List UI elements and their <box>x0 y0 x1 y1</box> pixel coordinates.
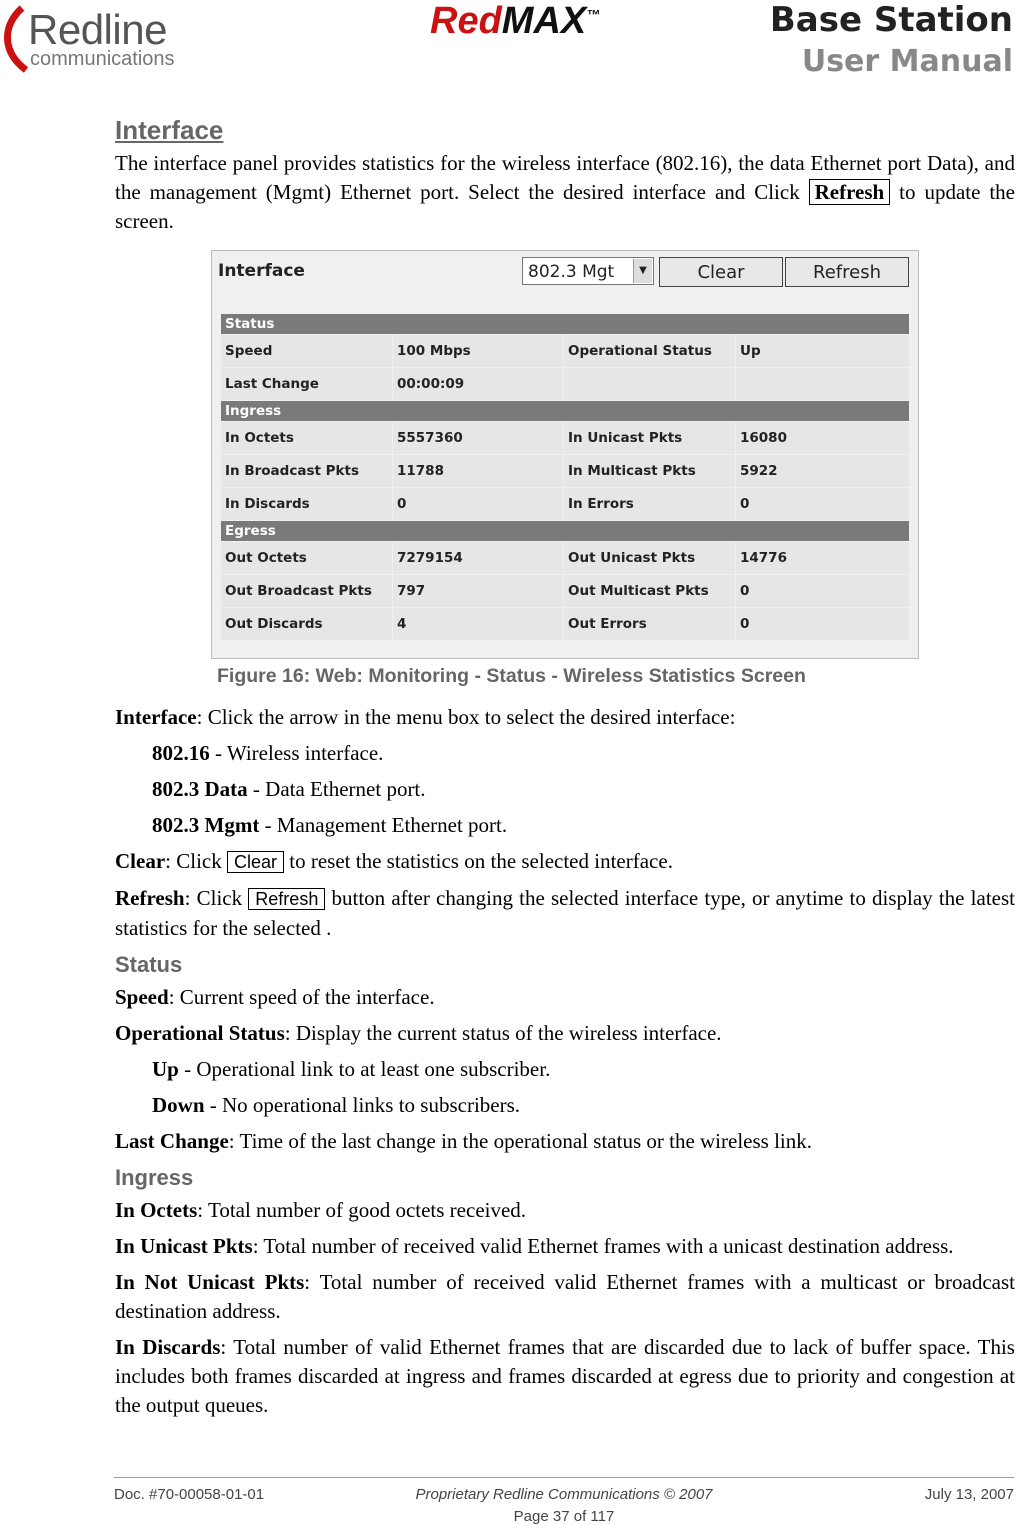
stat-label: Out Discards <box>221 608 393 641</box>
description: : Total number of received valid Ethernet frames with a multicast or broadcast destination address. <box>115 1270 1015 1323</box>
stat-label: Out Broadcast Pkts <box>221 575 393 608</box>
stat-label: In Octets <box>221 422 393 455</box>
term: In Unicast Pkts <box>115 1234 253 1258</box>
inoctets-definition <box>115 1196 1015 1225</box>
stat-label: Operational Status <box>564 335 736 368</box>
interface-select-value: 802.3 Mgt <box>528 262 615 282</box>
description: - Management Ethernet port. <box>259 813 508 837</box>
status-heading: Status <box>115 952 183 977</box>
speed-definition <box>115 983 1015 1012</box>
description: button after changing the selected interface type, or anytime to display the latest statistics for the selected . <box>115 886 1015 940</box>
clear-button[interactable]: Clear <box>659 257 783 287</box>
interface-select[interactable] <box>522 257 654 285</box>
description: : Total number of received valid Ethernet frames with a unicast destination address. <box>252 1234 954 1258</box>
up-definition <box>115 1055 1015 1084</box>
stat-value: 7279154 <box>393 542 564 575</box>
term: Interface <box>115 705 197 729</box>
description: : Total number of good octets received. <box>197 1198 527 1222</box>
header-title: Base Station <box>769 0 1013 40</box>
description: : Click the arrow in the menu box to select the desired interface: <box>196 705 736 729</box>
inline-refresh-button: Refresh <box>809 179 891 205</box>
refresh-definition <box>115 884 1015 943</box>
stat-value: Up <box>736 335 910 368</box>
option-8023-mgmt <box>115 811 1015 840</box>
term: Refresh <box>115 886 185 910</box>
table-row <box>221 488 910 521</box>
description: - Operational link to at least one subscriber. <box>178 1057 551 1081</box>
inline-refresh-button: Refresh <box>248 888 325 910</box>
down-definition <box>115 1091 1015 1120</box>
footer-date: July 13, 2007 <box>924 1486 1014 1503</box>
section-label: Ingress <box>221 401 910 422</box>
section-title: Interface <box>115 115 224 145</box>
page-header <box>0 0 1017 88</box>
doc-number: Doc. #70-00058-01-01 <box>114 1486 265 1503</box>
trademark: ™ <box>586 6 601 23</box>
stat-value: 0 <box>736 608 910 641</box>
table-row <box>221 422 910 455</box>
section-row-status <box>221 314 910 335</box>
stat-label: Out Multicast Pkts <box>564 575 736 608</box>
stat-label: In Errors <box>564 488 736 521</box>
description: : Time of the last change in the operational status or the wireless link. <box>228 1129 813 1153</box>
term: Clear <box>115 849 166 873</box>
intro-paragraph <box>115 149 1015 236</box>
table-row <box>221 575 910 608</box>
section-label: Status <box>221 314 910 335</box>
refresh-button[interactable]: Refresh <box>785 257 909 287</box>
lastchange-definition <box>115 1127 1015 1156</box>
stat-value: 797 <box>393 575 564 608</box>
term: In Not Unicast Pkts <box>115 1270 305 1294</box>
stat-label: Speed <box>221 335 393 368</box>
stat-value: 16080 <box>736 422 910 455</box>
page-footer <box>114 1477 1014 1525</box>
term: Up <box>152 1057 179 1081</box>
description: - Wireless interface. <box>209 741 384 765</box>
stat-value: 14776 <box>736 542 910 575</box>
stat-value: 4 <box>393 608 564 641</box>
option-8023-data <box>115 775 1015 804</box>
description: - No operational links to subscribers. <box>204 1093 521 1117</box>
stat-label: In Multicast Pkts <box>564 455 736 488</box>
intro-section <box>115 112 1015 243</box>
inunicast-definition <box>115 1232 1015 1261</box>
table-row <box>221 542 910 575</box>
term: Speed <box>115 985 169 1009</box>
logo-sub-text: communications <box>30 48 175 70</box>
term: Operational Status <box>115 1021 285 1045</box>
intro-text-b: to update the screen. <box>115 180 1016 233</box>
term: Last Change <box>115 1129 229 1153</box>
stat-label: Last Change <box>221 368 393 401</box>
product-logo <box>430 0 600 43</box>
description: : Display the current status of the wireless interface. <box>284 1021 722 1045</box>
statistics-table <box>220 313 910 641</box>
stat-value: 5557360 <box>393 422 564 455</box>
table-row <box>221 455 910 488</box>
header-subtitle: User Manual <box>801 44 1013 79</box>
page-number: Page 37 of 117 <box>513 1508 615 1525</box>
stat-value: 0 <box>393 488 564 521</box>
clear-definition <box>115 847 1015 877</box>
figure-caption: Figure 16: Web: Monitoring - Status - Wireless Statistics Screen <box>217 665 806 687</box>
description: to reset the statistics on the selected interface. <box>284 849 673 873</box>
term: In Octets <box>115 1198 198 1222</box>
panel-title: Interface <box>218 261 305 281</box>
description: - Data Ethernet port. <box>247 777 426 801</box>
table-row <box>221 335 910 368</box>
stat-label: In Broadcast Pkts <box>221 455 393 488</box>
indiscards-definition <box>115 1333 1015 1420</box>
stat-label: In Unicast Pkts <box>564 422 736 455</box>
stat-value: 100 Mbps <box>393 335 564 368</box>
term: Down <box>152 1093 205 1117</box>
stat-value <box>736 368 910 401</box>
term: In Discards <box>115 1335 221 1359</box>
table-row <box>221 368 910 401</box>
description: : Current speed of the interface. <box>168 985 435 1009</box>
stat-value: 00:00:09 <box>393 368 564 401</box>
logo-main-text: Redline <box>28 6 167 53</box>
ingress-heading: Ingress <box>115 1165 194 1190</box>
term: 802.16 <box>152 741 210 765</box>
stat-label: In Discards <box>221 488 393 521</box>
term: 802.3 Data <box>152 777 248 801</box>
stat-label: Out Unicast Pkts <box>564 542 736 575</box>
intro-text-a: The interface panel provides statistics for the wireless interface (802.16), the data Ethernet port Data), and the management (Mgmt) Ethernet port. Select the desired interface and Click <box>115 151 1015 204</box>
term: 802.3 Mgmt <box>152 813 260 837</box>
product-logo-red: Red <box>430 0 502 42</box>
innotunicast-definition <box>115 1268 1015 1326</box>
opstatus-definition <box>115 1019 1015 1048</box>
stat-label: Out Octets <box>221 542 393 575</box>
stat-label <box>564 368 736 401</box>
body-text <box>115 703 1015 1427</box>
inline-clear-button: Clear <box>227 851 284 873</box>
section-row-egress <box>221 521 910 542</box>
table-row <box>221 608 910 641</box>
description: : Click <box>165 849 227 873</box>
stat-value: 11788 <box>393 455 564 488</box>
option-80216 <box>115 739 1015 768</box>
stat-value: 0 <box>736 575 910 608</box>
section-row-ingress <box>221 401 910 422</box>
description: : Click <box>184 886 249 910</box>
product-logo-black: MAX <box>501 0 587 42</box>
copyright: Proprietary Redline Communications © 2007 <box>415 1486 713 1503</box>
section-label: Egress <box>221 521 910 542</box>
chevron-down-icon[interactable]: ▼ <box>633 259 652 283</box>
stat-value: 0 <box>736 488 910 521</box>
interface-definition <box>115 703 1015 732</box>
interface-statistics-panel <box>211 250 919 659</box>
description: : Total number of valid Ethernet frames that are discarded due to lack of buffer space. This includes both frames discarded at ingress and frames discarded at egress due to priority and congestion at the output queues. <box>115 1335 1015 1417</box>
stat-value: 5922 <box>736 455 910 488</box>
stat-label: Out Errors <box>564 608 736 641</box>
